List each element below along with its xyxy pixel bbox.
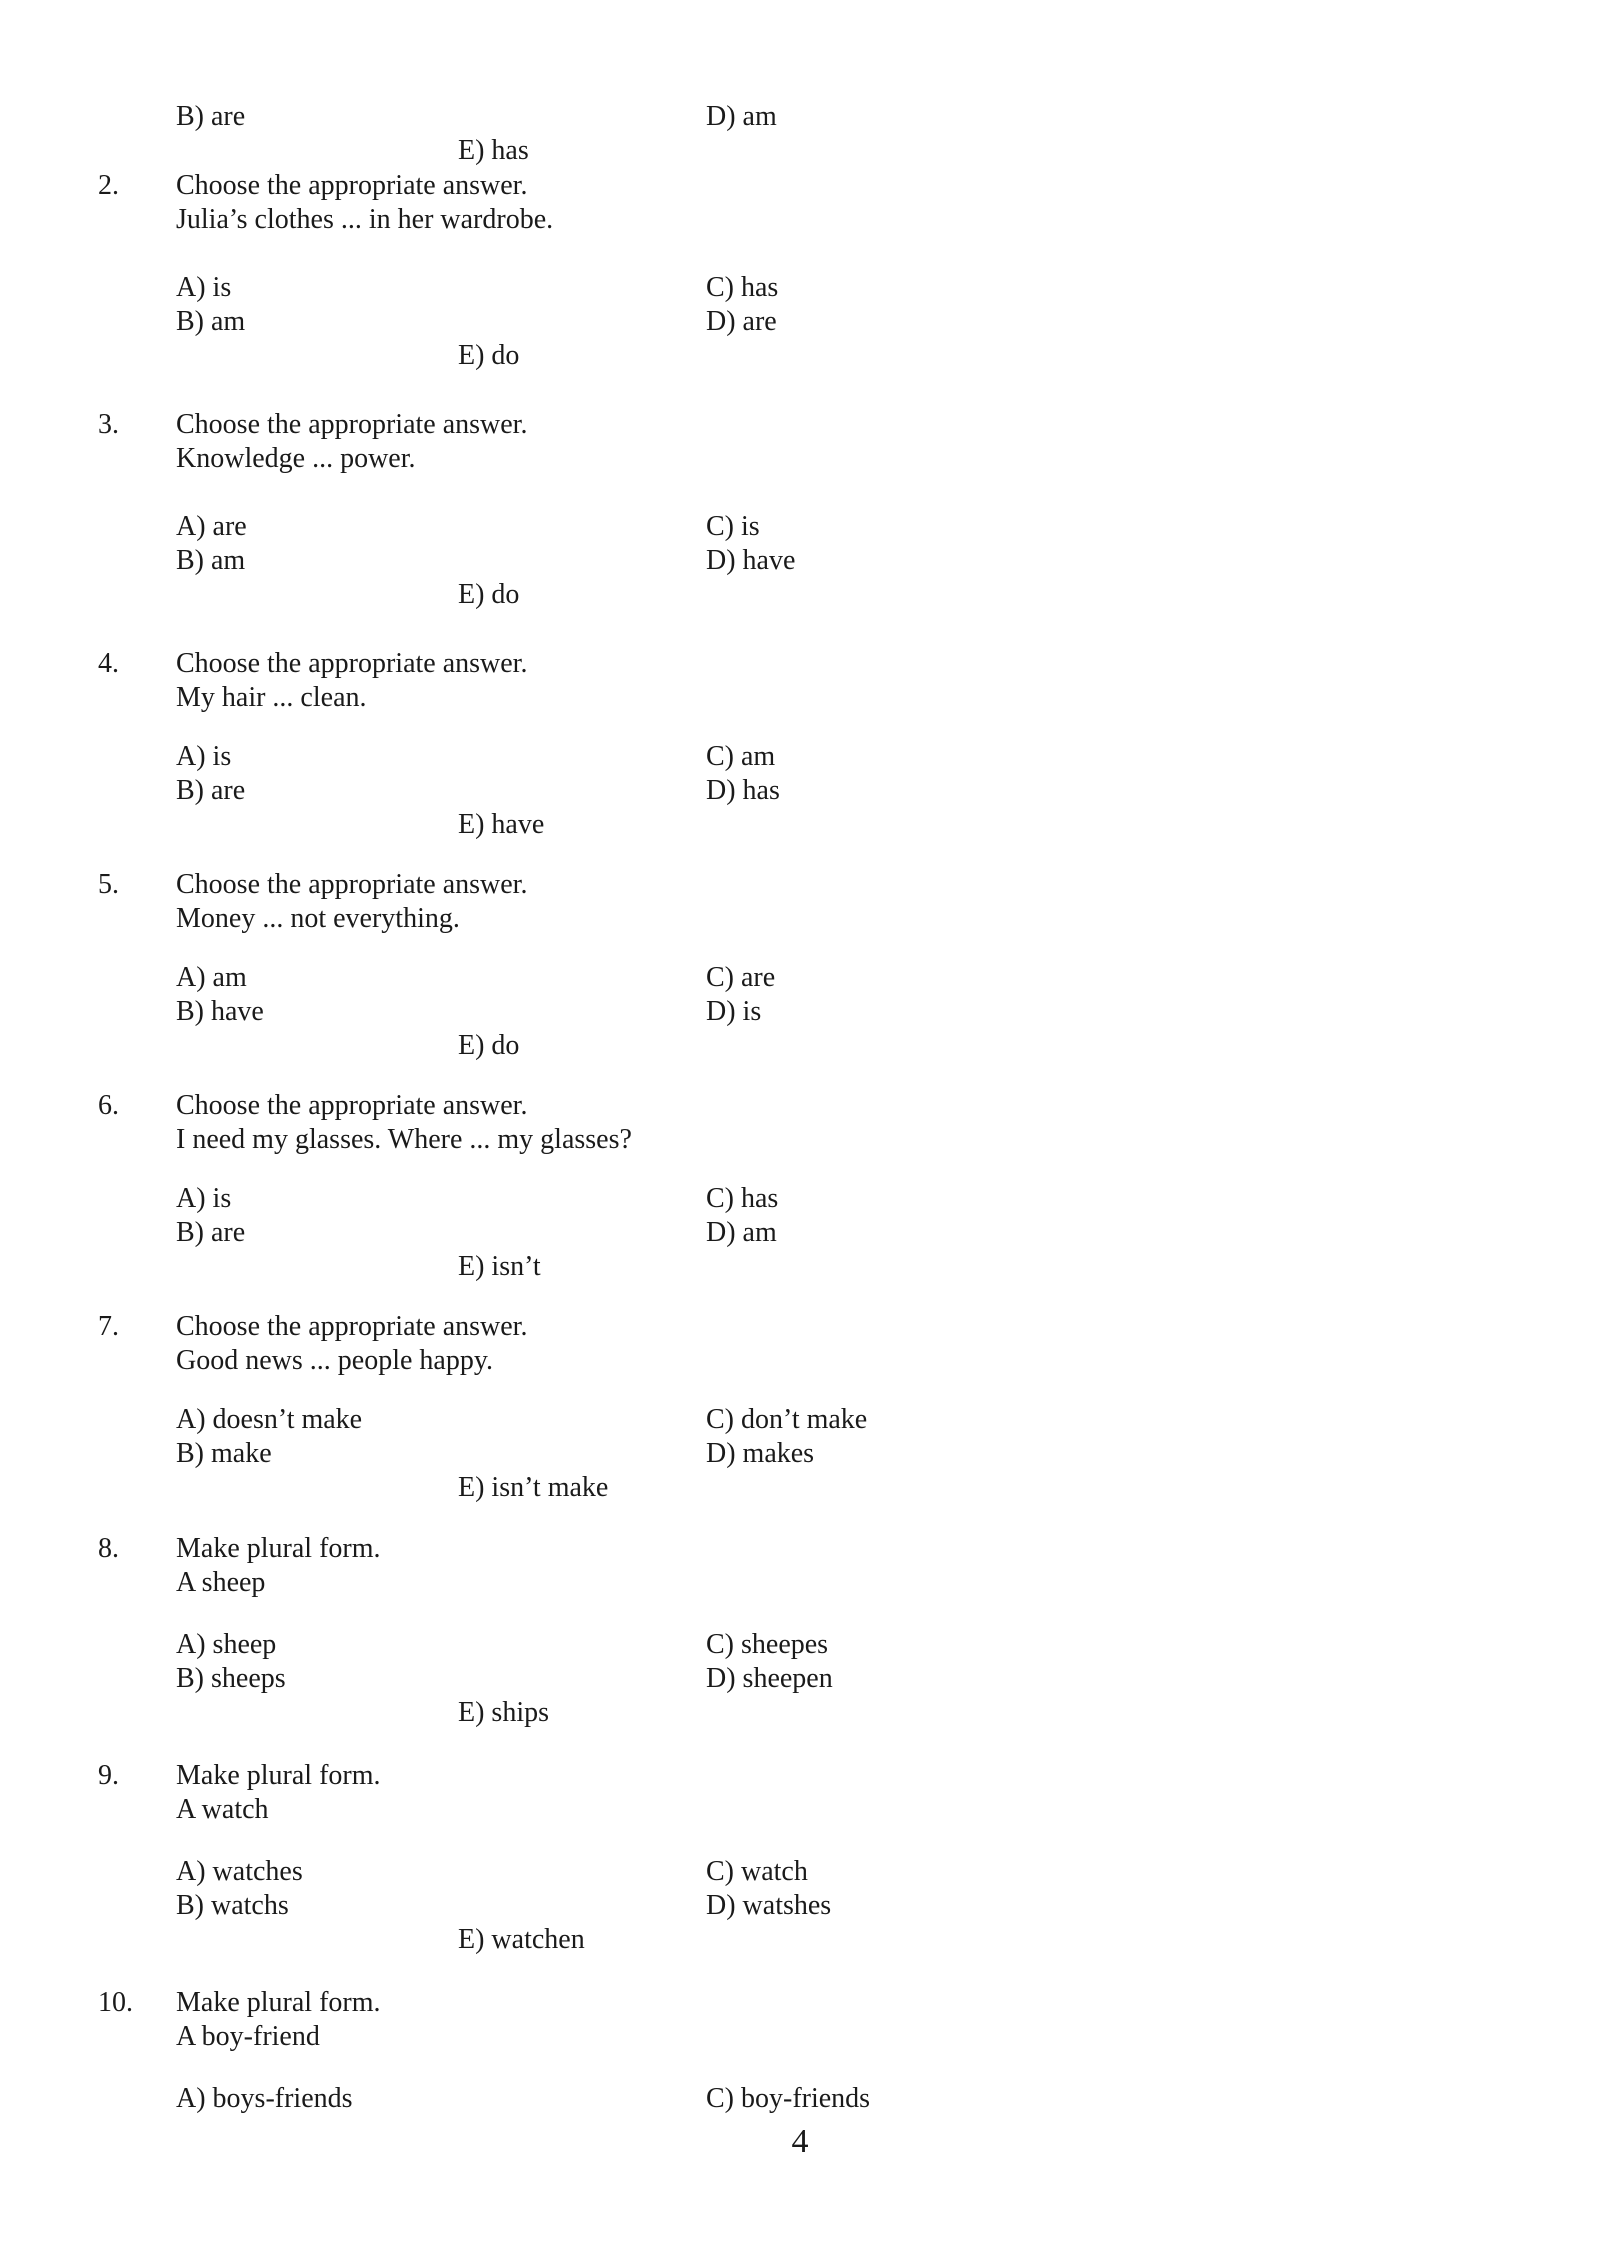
question-sentence: Knowledge ... power. xyxy=(176,443,416,474)
option-b: B) are xyxy=(176,1217,246,1248)
page-number: 4 xyxy=(791,2123,809,2160)
option-a: A) boys-friends xyxy=(176,2083,353,2114)
question-sentence: A boy-friend xyxy=(176,2021,320,2052)
question-number: 7. xyxy=(98,1311,119,1342)
question-number: 4. xyxy=(98,648,119,679)
option-e: E) do xyxy=(458,340,520,371)
option-d: D) are xyxy=(706,306,777,337)
option-b: B) am xyxy=(176,306,246,337)
option-d: D) makes xyxy=(706,1438,815,1469)
question-prompt: Choose the appropriate answer. xyxy=(176,409,528,440)
question-number: 3. xyxy=(98,409,119,440)
option-a: A) are xyxy=(176,511,247,542)
q1-option-b: B) are xyxy=(176,101,246,132)
option-a: A) watches xyxy=(176,1856,303,1887)
question-prompt: Choose the appropriate answer. xyxy=(176,1090,528,1121)
question-prompt: Make plural form. xyxy=(176,1533,381,1564)
option-a: A) sheep xyxy=(176,1629,277,1660)
question-number: 5. xyxy=(98,869,119,900)
option-e: E) isn’t make xyxy=(458,1472,609,1503)
option-e: E) isn’t xyxy=(458,1251,541,1282)
question-number: 2. xyxy=(98,170,119,201)
question-number: 9. xyxy=(98,1760,119,1791)
option-c: C) is xyxy=(706,511,760,542)
option-c: C) watch xyxy=(706,1856,808,1887)
option-e: E) ships xyxy=(458,1697,549,1728)
option-e: E) do xyxy=(458,579,520,610)
question-sentence: My hair ... clean. xyxy=(176,682,367,713)
question-number: 6. xyxy=(98,1090,119,1121)
option-e: E) do xyxy=(458,1030,520,1061)
option-c: C) am xyxy=(706,741,776,772)
question-prompt: Choose the appropriate answer. xyxy=(176,869,528,900)
question-prompt: Choose the appropriate answer. xyxy=(176,170,528,201)
option-b: B) watchs xyxy=(176,1890,289,1921)
option-d: D) watshes xyxy=(706,1890,832,1921)
option-a: A) is xyxy=(176,1183,232,1214)
option-e: E) watchen xyxy=(458,1924,585,1955)
question-prompt: Choose the appropriate answer. xyxy=(176,648,528,679)
option-a: A) am xyxy=(176,962,247,993)
option-d: D) is xyxy=(706,996,762,1027)
option-d: D) has xyxy=(706,775,780,806)
question-sentence: A watch xyxy=(176,1794,269,1825)
question-sentence: Good news ... people happy. xyxy=(176,1345,494,1376)
option-b: B) have xyxy=(176,996,264,1027)
option-b: B) am xyxy=(176,545,246,576)
option-c: C) boy-friends xyxy=(706,2083,871,2114)
option-c: C) has xyxy=(706,272,779,303)
option-b: B) sheeps xyxy=(176,1663,286,1694)
option-d: D) have xyxy=(706,545,796,576)
option-e: E) have xyxy=(458,809,545,840)
question-prompt: Make plural form. xyxy=(176,1760,381,1791)
option-b: B) are xyxy=(176,775,246,806)
option-c: C) are xyxy=(706,962,776,993)
option-a: A) is xyxy=(176,741,232,772)
option-d: D) sheepen xyxy=(706,1663,833,1694)
question-number: 10. xyxy=(98,1987,133,2018)
question-sentence: I need my glasses. Where ... my glasses? xyxy=(176,1124,632,1155)
option-c: C) sheepes xyxy=(706,1629,829,1660)
option-b: B) make xyxy=(176,1438,272,1469)
option-d: D) am xyxy=(706,1217,777,1248)
option-c: C) has xyxy=(706,1183,779,1214)
question-prompt: Make plural form. xyxy=(176,1987,381,2018)
question-sentence: Julia’s clothes ... in her wardrobe. xyxy=(176,204,554,235)
q1-option-d: D) am xyxy=(706,101,777,132)
question-sentence: Money ... not everything. xyxy=(176,903,460,934)
option-a: A) is xyxy=(176,272,232,303)
option-c: C) don’t make xyxy=(706,1404,868,1435)
option-a: A) doesn’t make xyxy=(176,1404,363,1435)
question-prompt: Choose the appropriate answer. xyxy=(176,1311,528,1342)
question-sentence: A sheep xyxy=(176,1567,266,1598)
question-number: 8. xyxy=(98,1533,119,1564)
q1-option-e: E) has xyxy=(458,135,529,166)
